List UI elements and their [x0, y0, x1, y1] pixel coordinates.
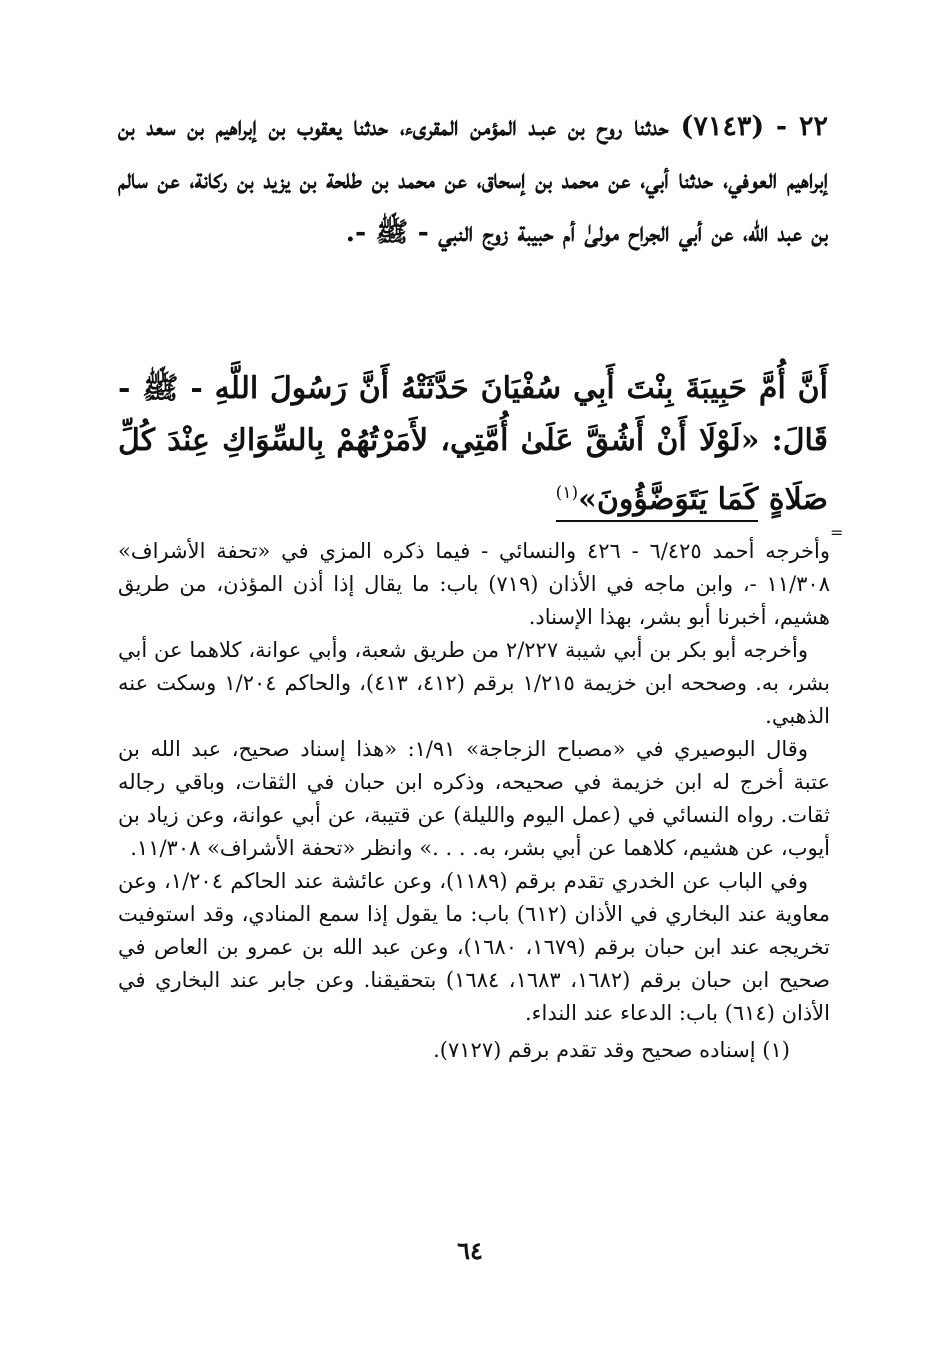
hadith-matn — [118, 363, 828, 526]
note-paragraph: وفي الباب عن الخدري تقدم برقم (١١٨٩)، وعن عائشة عند الحاكم ١/٢٠٤، وعن معاوية عند البخاري في الأذان (٦١٢) باب: ما يقول إذا سمع المنادي، وقد استوفيت تخريجه عند ابن حبان برقم (١٦٧٩، ١٦٨٠)، وعن عبد الله بن عمرو بن العاص في صحيح ابن حبان برقم (١٦٨٢، ١٦٨٣، ١٦٨٤) بتحقيقنا. وعن جابر عند البخاري في الأذان (٦١٤) باب: الدعاء عند النداء. — [118, 869, 831, 1025]
footnotes-section — [118, 535, 830, 1067]
note-paragraph: وأخرجه أحمد ٦/٤٢٥ - ٤٢٦ والنسائي - فيما ذكره المزي في «تحفة الأشراف» ١١/٣٠٨ -، وابن ماجه في الأذان (٧١٩) باب: ما يقال إذا أذن المؤذن، من طريق هشيم، أخبرنا أبو بشر، بهذا الإسناد. — [118, 539, 830, 629]
hadith-isnad — [118, 100, 828, 259]
note-paragraph: وقال البوصيري في «مصباح الزجاجة» ١/٩١: «هذا إسناد صحيح، عبد الله بن عتبة أخرج له ابن خزيمة في صحيحه، وذكره ابن حبان في الثقات، وباقي رجاله ثقات. رواه النسائي في (عمل اليوم والليلة) عن قتيبة، عن أبي عوانة، وعن زياد بن أيوب، عن هشيم، كلاهما عن أبي بشر، به. . . .» وانظر «تحفة الأشراف» ١١/٣٠٨. — [118, 737, 830, 860]
isnad-paragraph: ٢٢ - (٧١٤٣) حدثنا روح بن عبـد المؤمن المقرىء، حدثنا يعقوب بن إبراهيم بن سعد بن إبراهيم العوفي، حدثنا أبي، عن محمد بن إسحاق، عن محمد بن طلحة بن يزيد بن ركانة، عن سالم بن عبد الله، عن أبي الجراح مولىٰ أم حبيبة زوج النبي - ﷺ -. — [118, 111, 828, 248]
matn-paragraph — [118, 363, 828, 526]
footnote-reference: (١) — [555, 483, 579, 503]
matn-line-2: كَمَا يَتَوَضَّؤُونَ» — [578, 482, 759, 517]
continuation-mark: = — [830, 523, 844, 542]
note-paragraph: وأخرجه أبو بكر بن أبي شيبة ٢/٢٢٧ من طريق شعبة، وأبي عوانة، كلاهما عن أبي بشر، به. وصححه ابن خزيمة ١/٢١٥ برقم (٤١٢، ٤١٣)، والحاكم ١/٢٠٤ وسكت عنه الذهبي. — [118, 638, 831, 728]
footnote-1: (١) إسناده صحيح وقد تقدم برقم (٧١٢٧). — [433, 1038, 790, 1062]
matn-line-1: أَنَّ أُمَّ حَبِيبَةَ بِنْتَ أَبِي سُفْيَانَ حَدَّثَتْهُ أَنَّ رَسُولَ اللَّهِ - ﷺ - قَالَ: «لَوْلَا أَنْ أَشُقَّ عَلَىٰ أُمَّتِي، لأَمَرْتُهُمْ بِالسِّوَاكِ عِنْدَ كُلِّ صَلَاةٍ — [118, 371, 829, 517]
matn-underlined-ending — [556, 482, 759, 522]
page-number: ٦٤ — [457, 1236, 483, 1265]
